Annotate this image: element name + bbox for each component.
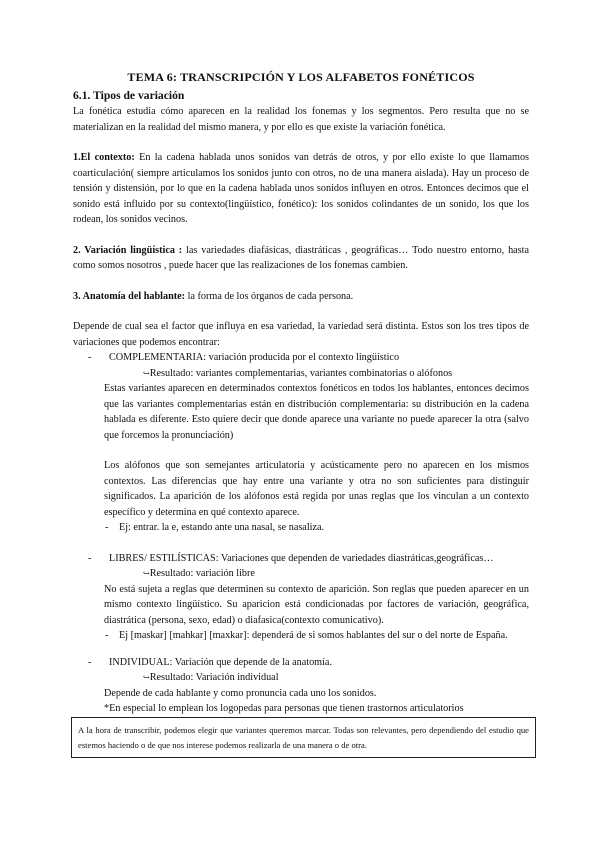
dash-bullet: - (88, 352, 92, 363)
note-box: A la hora de transcribir, podemos elegir que variantes queremos marcar. Todas son relevantes, pero dependiendo del estudio que estemos haciendo o de que nos interese podemos realizarla de una manera o de otra. (71, 717, 536, 758)
complementary-paragraph-2: Los alófonos que son semejantes articulatoria y acústicamente pero no aparecen en los mismos contextos. Las diferencias que hay entre una variante y otra no son suficientes para distinguir significados. La aparición de los alófonos está regida por unas reglas que los vinculan a un contexto específico y determina en qué contexto aparece. (104, 460, 529, 518)
depends-paragraph: Depende de cual sea el factor que influya en esa variedad, la variedad será distinta. Estos son los tres tipos de variaciones que podemos encontrar: (73, 321, 529, 348)
dash-bullet: - (88, 552, 92, 564)
point-anatomy (73, 289, 529, 305)
dash-bullet: - (105, 522, 109, 533)
return-arrow-icon: ↪ (143, 569, 150, 578)
list-item-complementary (73, 350, 529, 366)
free-label: LIBRES/ ESTILÍSTICAS: Variaciones que dependen de variedades diastráticas,geográficas… (109, 552, 494, 564)
section-heading: 6.1. Tipos de variación (73, 88, 185, 102)
free-example: - Ej [maskar] [mahkar] [maxkar]: dependerá de si somos hablantes del sur o del norte de España. (73, 628, 529, 644)
individual-line-2: *En especial lo emplean los logopedas para personas que tienen trastornos articulatorios (104, 703, 464, 714)
point-linguistic-text: las variedades diafásicas, diastráticas , geográficas… Todo nuestro entorno, hasta como somos nosotros , puede hacer que las realizaciones de los fonemas cambien. (73, 244, 529, 271)
intro-paragraph: La fonética estudia cómo aparecen en la realidad los fonemas y los segmentos. Pero resulta que no se materializan en la realidad del mismo manera, y por ello es que existe la variación fonética. (73, 106, 529, 133)
dash-bullet: - (88, 656, 92, 668)
complementary-paragraph-1: Estas variantes aparecen en determinados contextos fonéticos en todos los hablantes, entonces decimos que las variantes complementarias están en distribución complementaria: su distribución en la cadena hablada es diferente. Esto quiere decir que donde aparece una variante no puede aparecer la otra (salvo que forcemos la pronunciación) (104, 383, 529, 441)
page-title: TEMA 6: TRANSCRIPCIÓN Y LOS ALFABETOS FONÉTICOS (127, 70, 475, 84)
individual-label: INDIVIDUAL: Variación que depende de la anatomía. (109, 656, 333, 668)
free-result: ↪Resultado: variación libre (143, 568, 255, 579)
return-arrow-icon: ↪ (143, 368, 150, 378)
point-context-label: 1.El contexto: (73, 152, 135, 163)
free-paragraph: No está sujeta a reglas que determinen su contexto de aparición. Son reglas que pueden aparecer en un mismo contexto lingüístico. Su aparicion está condicionadas por factores de variación, geográfica, diastrática (persona, sexo, edad) o diafasica(contexto comunicativo). (104, 583, 529, 626)
return-arrow-icon: ↪ (143, 673, 150, 682)
dash-bullet: - (105, 630, 109, 641)
list-item-individual (73, 655, 529, 671)
point-linguistic-variation (73, 243, 529, 274)
individual-line-1: Depende de cada hablante y como pronuncia cada uno los sonidos. (104, 687, 377, 699)
point-linguistic-label: 2. Variación lingüística : (73, 244, 183, 256)
document-page (73, 70, 529, 717)
complementary-example: - Ej: entrar. la e, estando ante una nasal, se nasaliza. (73, 520, 529, 536)
complementary-result: ↪Resultado: variantes complementarias, variantes combinatorias o alófonos (143, 367, 453, 379)
point-context-text: En la cadena hablada unos sonidos van detrás de otros, y por ello existe lo que llamamos coarticulación( siempre articulamos los sonidos junto con otros, no de una manera aislada). Hay un proceso de tensión y distensión, por lo que en la cadena hablada unos sonidos influyen en otros. Entonces decimos que el sonido está influido por su contexto(lingüístico, fonético): los sonidos colindantes de un sonido, los que los rodean, los sonidos vecinos. (73, 152, 530, 225)
point-context (73, 150, 529, 228)
point-anatomy-text: la forma de los órganos de cada persona. (185, 290, 354, 302)
point-anatomy-label: 3. Anatomía del hablante: (73, 290, 186, 302)
list-item-free (73, 551, 529, 567)
individual-result: ↪Resultado: Variación individual (143, 672, 279, 683)
complementary-label: COMPLEMENTARIA: variación producida por el contexto lingüístico (109, 352, 400, 363)
